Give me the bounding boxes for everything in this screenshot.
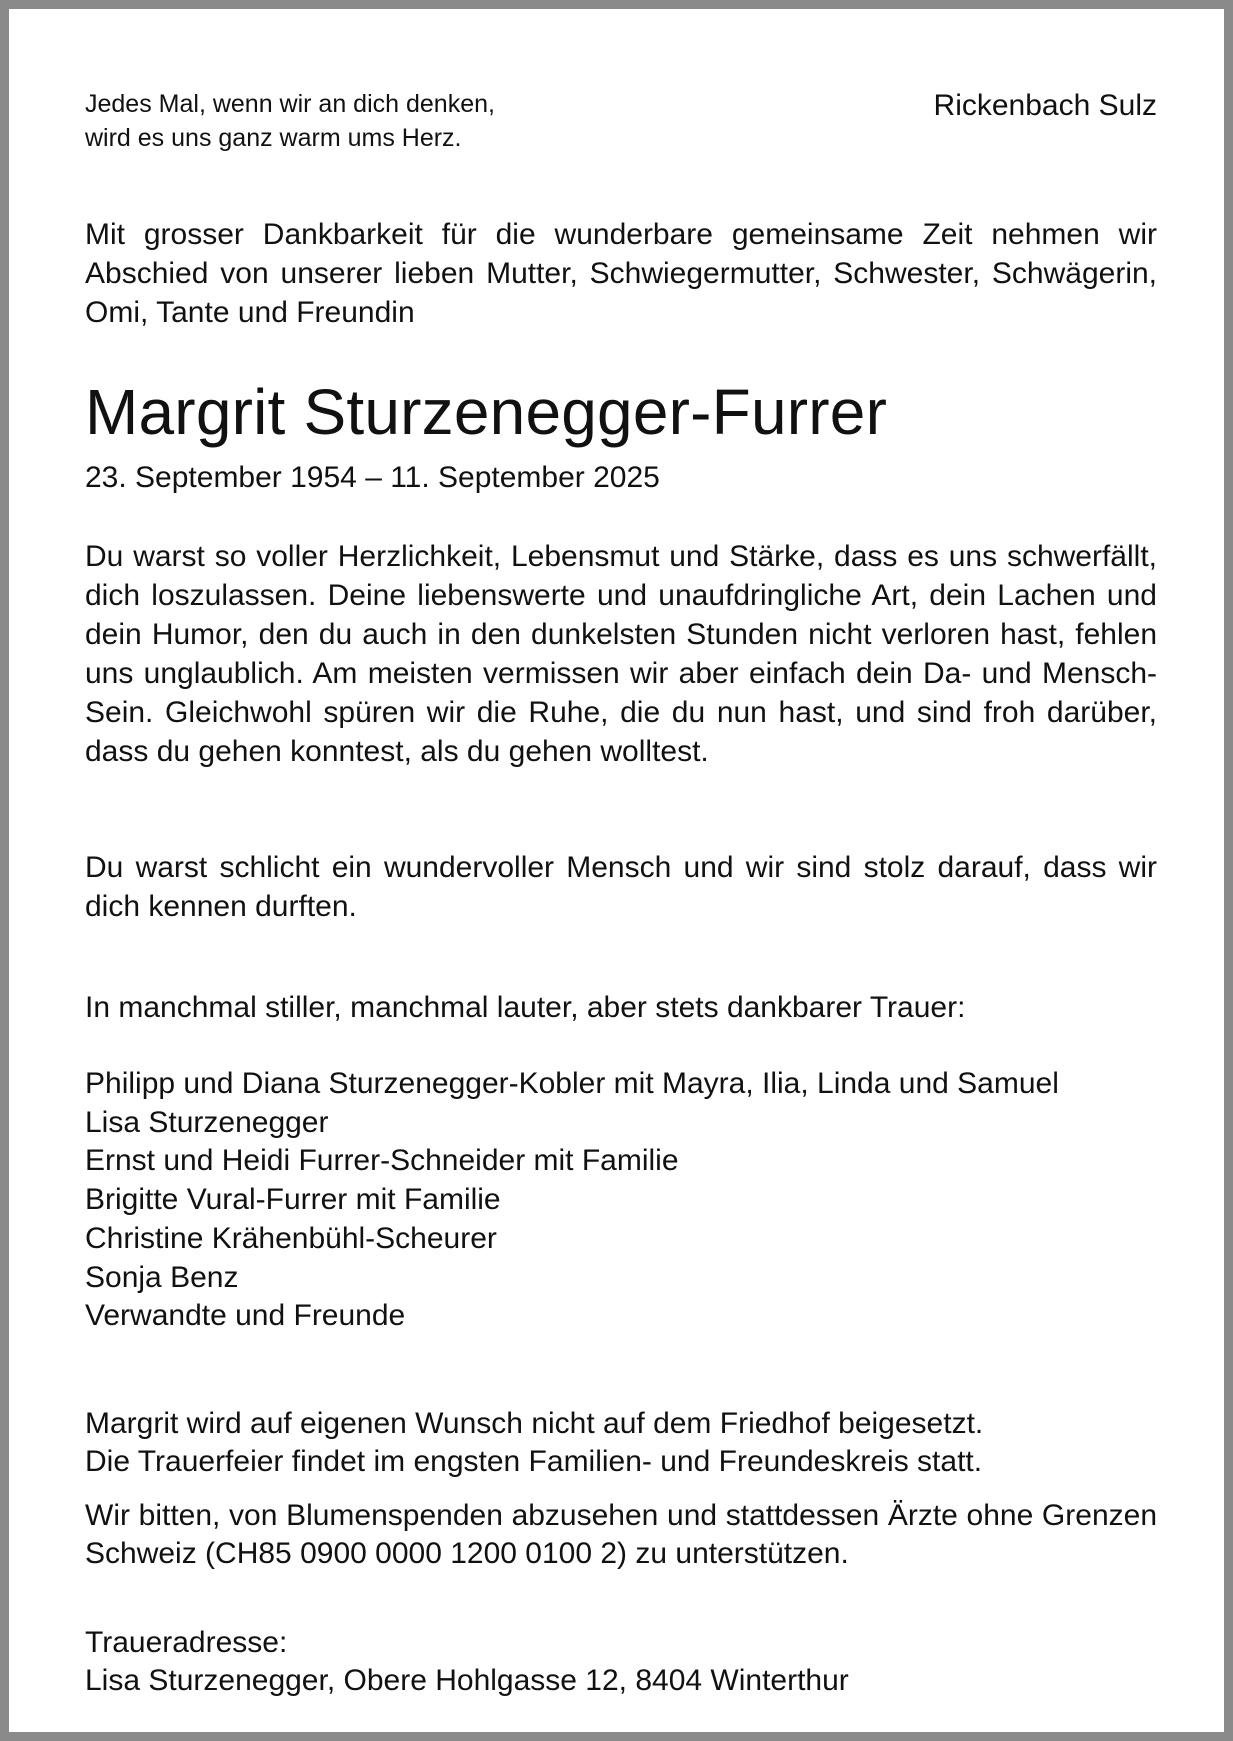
obituary-page	[9, 9, 1224, 1732]
motto	[85, 87, 495, 155]
mourner-entry: Christine Krähenbühl-Scheurer	[85, 1221, 497, 1255]
mourning-intro: In manchmal stiller, manchmal lauter, aber stets dankbarer Trauer:	[85, 991, 966, 1024]
mourner-entry: Philipp und Diana Sturzenegger-Kobler mit Mayra, Ilia, Linda und Samuel	[85, 1067, 1059, 1100]
address-label: Traueradresse:	[85, 1626, 288, 1659]
motto-line: Jedes Mal, wenn wir an dich denken,	[85, 90, 495, 118]
mourner-entry: Brigitte Vural-Furrer mit Familie	[85, 1183, 501, 1217]
mourning-address	[85, 1624, 1157, 1700]
mourners-list	[85, 1065, 1157, 1336]
mourner-entry: Verwandte und Freunde	[85, 1299, 406, 1333]
motto-line: wird es uns ganz warm ums Herz.	[85, 124, 462, 152]
life-dates: 23. September 1954 – 11. September 2025	[85, 461, 660, 494]
mourner-entry: Ernst und Heidi Furrer-Schneider mit Familie	[85, 1144, 679, 1178]
tribute-paragraph: Du warst schlicht ein wundervoller Mensch und wir sind stolz darauf, dass wir dich kennen durften.	[85, 851, 1157, 923]
address-value: Lisa Sturzenegger, Obere Hohlgasse 12, 8404 Winterthur	[85, 1664, 849, 1697]
funeral-line: Die Trauerfeier findet im engsten Familien- und Freundeskreis statt.	[85, 1445, 983, 1478]
funeral-line: Margrit wird auf eigenen Wunsch nicht auf dem Friedhof beigesetzt.	[85, 1407, 984, 1440]
tribute-paragraph: Du warst so voller Herzlichkeit, Lebensmut und Stärke, dass es uns schwerfällt, dich loszulassen. Deine liebenswerte und unaufdringliche Art, dein Lachen und dein Humor, den du auch in den dunkelsten Stunden nicht verloren hast, fehlen uns unglaublich. Am meisten vermissen wir aber einfach dein Da- und Mensch-Sein. Gleichwohl spüren wir die Ruhe, die du nun hast, und sind froh darüber, dass du gehen konntest, als du gehen wolltest.	[85, 540, 1157, 768]
place-name: Rickenbach Sulz	[933, 89, 1157, 122]
mourner-entry: Lisa Sturzenegger	[85, 1105, 329, 1139]
mourner-entry: Sonja Benz	[85, 1260, 239, 1294]
intro-paragraph: Mit grosser Dankbarkeit für die wunderbare gemeinsame Zeit nehmen wir Abschied von unserer lieben Mutter, Schwiegermutter, Schwester, Schwägerin, Omi, Tante und Freundin	[85, 218, 1157, 329]
deceased-name: Margrit Sturzenegger-Furrer	[85, 376, 888, 448]
donation-request: Wir bitten, von Blumenspenden abzusehen und stattdessen Ärzte ohne Grenzen Schweiz (CH85 0900 0000 1200 0100 2) zu unterstützen.	[85, 1499, 1157, 1570]
obituary-header	[85, 79, 1157, 169]
funeral-notice	[85, 1405, 1157, 1481]
